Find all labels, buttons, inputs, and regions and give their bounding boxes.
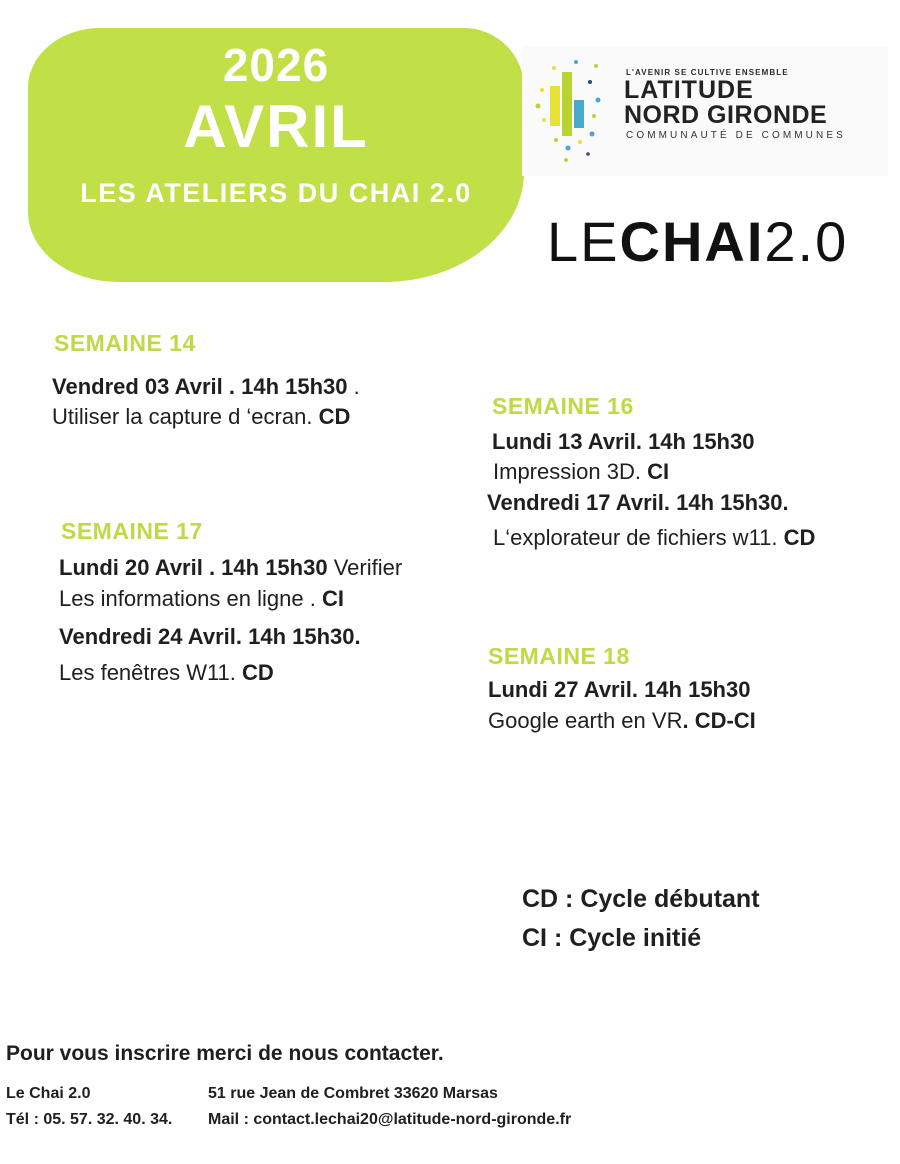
week-14-session-1-date: Vendred 03 Avril . 14h 15h30 . bbox=[52, 374, 360, 399]
week-17-title: SEMAINE 17 bbox=[61, 518, 203, 544]
header-year: 2026 bbox=[222, 39, 330, 91]
header-month: AVRIL bbox=[183, 93, 369, 160]
brand-version: 2.0 bbox=[764, 210, 849, 273]
week-16-session-2-topic: L‘explorateur de fichiers w11. CD bbox=[493, 525, 816, 550]
week-17-session-1-topic: Les informations en ligne . CI bbox=[59, 586, 344, 611]
logo-line-1: LATITUDE bbox=[624, 76, 754, 104]
le-chai-brand bbox=[547, 212, 848, 272]
header-banner bbox=[28, 28, 524, 282]
footer-address: 51 rue Jean de Combret 33620 Marsas bbox=[208, 1085, 498, 1102]
week-17-session-2-date: Vendredi 24 Avril. 14h 15h30. bbox=[59, 624, 361, 649]
footer-name: Le Chai 2.0 bbox=[6, 1085, 91, 1102]
week-18-session-1-topic: Google earth en VR. CD-CI bbox=[488, 708, 756, 733]
logo-bars-icon bbox=[532, 56, 612, 166]
week-17-session-1-date: Lundi 20 Avril . 14h 15h30 Verifier bbox=[59, 555, 403, 580]
week-16-session-1-date: Lundi 13 Avril. 14h 15h30 bbox=[492, 429, 755, 454]
logo-line-3: COMMUNAUTÉ DE COMMUNES bbox=[626, 130, 846, 141]
logo-line-2: NORD GIRONDE bbox=[624, 101, 828, 129]
week-18-title: SEMAINE 18 bbox=[488, 643, 630, 669]
week-16-session-2-date: Vendredi 17 Avril. 14h 15h30. bbox=[487, 490, 789, 515]
header-subtitle: LES ATELIERS DU CHAI 2.0 bbox=[80, 178, 472, 208]
footer-phone[interactable]: Tél : 05. 57. 32. 40. 34. bbox=[6, 1111, 173, 1128]
logo-tagline: L'AVENIR SE CULTIVE ENSEMBLE bbox=[626, 68, 789, 77]
brand-le: LE bbox=[547, 210, 620, 273]
footer-title: Pour vous inscrire merci de nous contacter. bbox=[6, 1042, 444, 1065]
week-16-session-1-topic: Impression 3D. CI bbox=[493, 459, 670, 484]
week-14-title: SEMAINE 14 bbox=[54, 330, 196, 356]
week-14-session-1-topic: Utiliser la capture d ‘ecran. CD bbox=[52, 404, 351, 429]
legend-cd: CD : Cycle débutant bbox=[522, 885, 760, 913]
legend-ci: CI : Cycle initié bbox=[522, 924, 702, 952]
footer-mail[interactable]: Mail : contact.lechai20@latitude-nord-gironde.fr bbox=[208, 1111, 572, 1128]
latitude-nord-gironde-logo bbox=[522, 46, 888, 176]
brand-chai: CHAI bbox=[619, 210, 765, 273]
week-18-session-1-date: Lundi 27 Avril. 14h 15h30 bbox=[488, 677, 751, 702]
week-17-session-2-topic: Les fenêtres W11. CD bbox=[59, 660, 274, 685]
week-16-title: SEMAINE 16 bbox=[492, 393, 634, 419]
